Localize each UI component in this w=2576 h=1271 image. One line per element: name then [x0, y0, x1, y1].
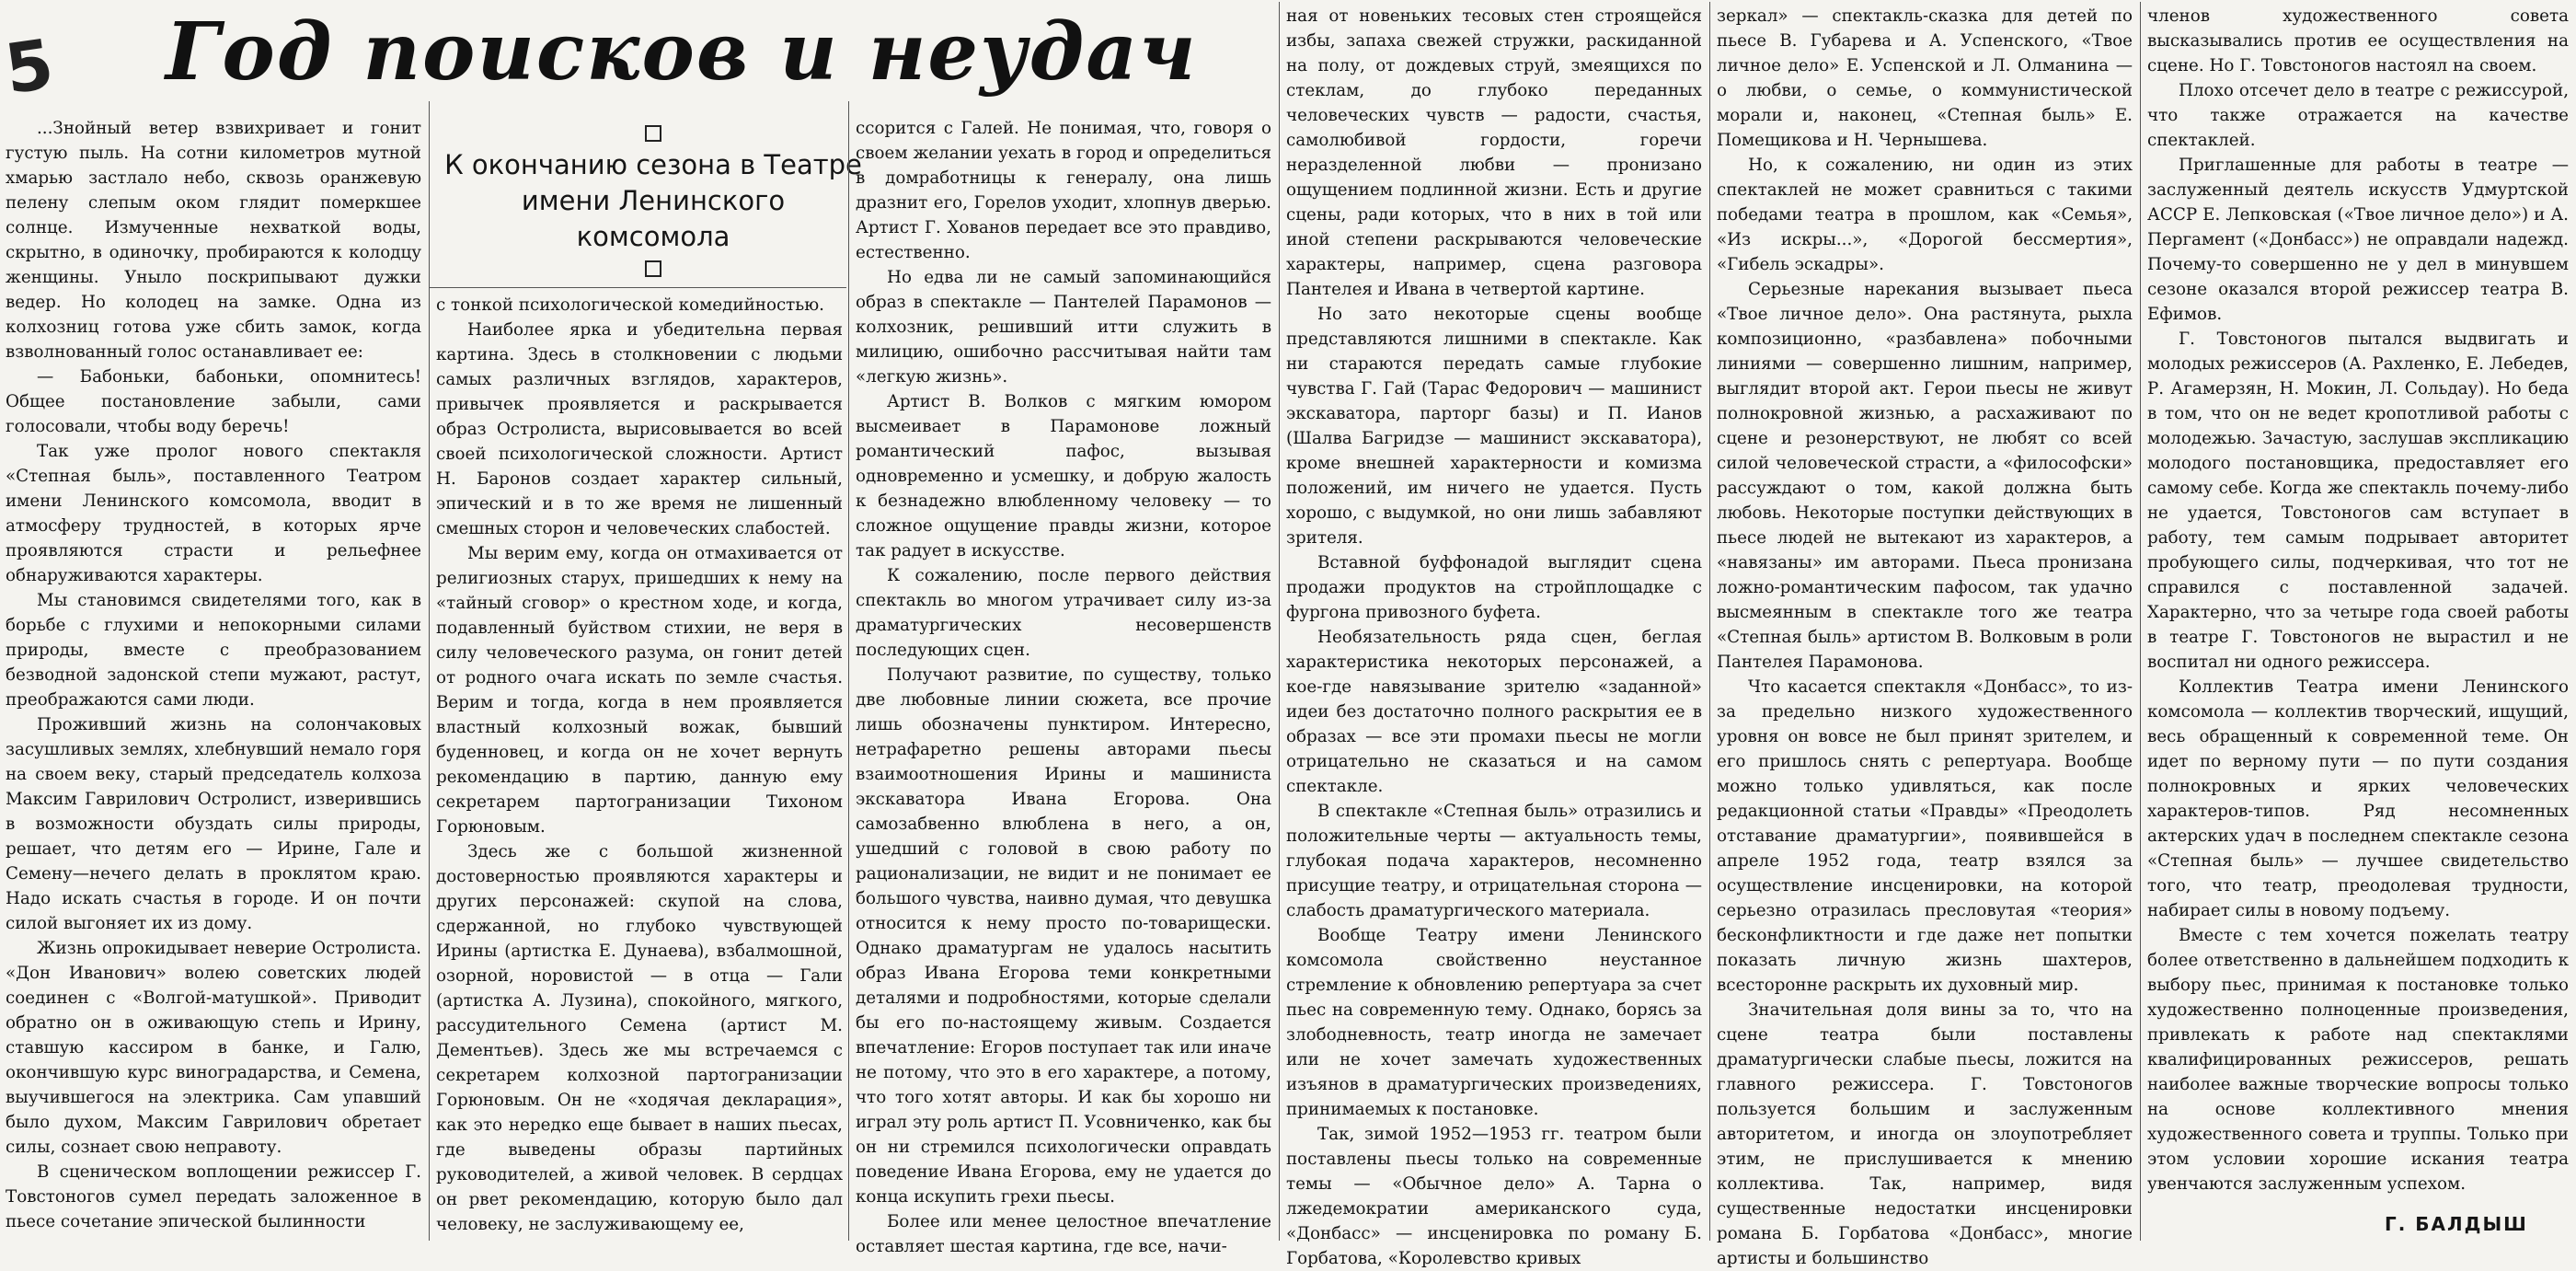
- article-subheading: К окончанию сезона в Театре имени Ленинского комсомола: [444, 149, 862, 252]
- paragraph: Так, зимой 1952—1953 гг. театром были поставлены пьесы только на современные темы — «Обычное дело» А. Тарна о лжедемократии американского суда, «Донбасс» — инсценировка по роману Б. Горбатова, «Королевство кривых: [1286, 1125, 1702, 1268]
- paragraph: Жизнь опрокидывает неверие Остролиста. «Дон Иванович» волею советских людей соединен с «Волгой-матушкой». Приводит обратно он в оживающую степь и Ирину, ставшую кассиром в банке, и Галю, окончившую курс виноградарства, и Семена, выучившегося на электрика. Сам упавший было духом, Максим Гаврилович обретает силы, сознает свою неправоту.: [6, 939, 421, 1157]
- paragraph: — Бабоньки, бабоньки, опомнитесь! Общее постановление забыли, сами голосовали, чтобы воду беречь!: [6, 367, 421, 436]
- paragraph: с тонкой психологической комедийностью.: [436, 295, 824, 315]
- paragraph: ная от новеньких тесовых стен строящейся избы, запаха свежей стружки, раскиданной на полу, от дождевых струй, змеящихся по стеклам, до глубоко переданных человеческих чувств — радости, счастья, самолюбивой гордости, горечи неразделенной любви — пронизано ощущением подлинной жизни. Есть и другие сцены, ради которых, что в них в той или иной степени раскрываются человеческие характеры, например, сцена разговора Пантелея и Ивана в четвертой картине.: [1286, 6, 1702, 299]
- paragraph: К сожалению, после первого действия спектакль во многом утрачивает силу из-за драматургических несовершенств последующих сцен.: [856, 566, 1271, 660]
- text-column-3: [856, 116, 1271, 1256]
- paragraph: Но зато некоторые сцены вообще представляются лишними в спектакле. Как ни стараются передать самые глубокие чувства Г. Гай (Тарас Федорович — машинист экскаватора, парторг базы) и П. Ианов (Шалва Багридзе — машинист экскаватора), кроме внешней характерности и комизма положений, им ничего не удается. Пусть хорошо, с выдумкой, но они лишь забавляют зрителя.: [1286, 305, 1702, 548]
- text-column-5: [1717, 4, 2133, 1268]
- paragraph: В сценическом воплощении режиссер Г. Товстоногов сумел передать заложенное в пьесе сочетание эпической былинности: [6, 1162, 421, 1231]
- text-column-4: [1286, 4, 1702, 1268]
- column-divider: [429, 101, 430, 1241]
- paragraph: Мы становимся свидетелями того, как в борьбе с глухими и непокорными силами природы, вместе с преобразованием безводной задонской степи мужают, растут, преображаются сами люди.: [6, 591, 421, 710]
- paragraph: Но, к сожалению, ни один из этих спектаклей не может сравниться с такими победами театра в прошлом, как «Семья», «Из искры...», «Дорогой бессмертия», «Гибель эскадры».: [1717, 156, 2133, 274]
- paragraph: ...Знойный ветер взвихривает и гонит густую пыль. На сотни километров мутной хмарью застлало небо, сквозь оранжевую пелену слепым оком глядит померкшее солнце. Измученные нехваткой воды, скрытно, в одиночку, пробираются к колодцу женщины. Уныло поскрипывают дужки ведер. Но колодец на замке. Одна из колхозниц готова уже сбить замок, когда взволнованный голос останавливает ее:: [6, 119, 421, 362]
- paragraph: Что касается спектакля «Донбасс», то из-за предельно низкого художественного уровня он вовсе не был принят зрителем, и его пришлось снять с репертуара. Вообще можно только удивляться, как после редакционной статьи «Правды» «Преодолеть отставание драматургии», появившейся в апреле 1952 года, театр взялся за осуществление инсценировки, на которой серьезно отразилась пресловутая «теория» бесконфликтности и где даже нет попытки показать личную жизнь шахтеров, всесторонне раскрыть их духовный мир.: [1717, 677, 2133, 995]
- paragraph: ссорится с Галей. Не понимая, что, говоря о своем желании уехать в город и определиться в домработницы к генералу, она лишь дразнит его, Горелов уходит, хлопнув дверью. Артист Г. Хованов передает все это правдиво, естественно.: [856, 119, 1271, 262]
- paragraph: Приглашенные для работы в театре — заслуженный деятель искусств Удмуртской АССР Е. Лепковская («Твое личное дело») и А. Пергамент («Донбасс») не оправдали надежд. Почему-то совершенно не у дел в минувшем сезоне оказался второй режиссер театра В. Ефимов.: [2147, 156, 2569, 324]
- paragraph: В спектакле «Степная быль» отразились и положительные черты — актуальность темы, глубокая подача характеров, несомненно присущие театру, и отрицательная сторона — слабость драматургического материала.: [1286, 802, 1702, 920]
- paragraph: членов художественного совета высказывались против ее осуществления на сцене. Но Г. Товстоногов настоял на своем.: [2147, 6, 2569, 75]
- paragraph: Г. Товстоногов пытался выдвигать и молодых режиссеров (А. Рахленко, Е. Лебедев, Р. Агамерзян, Н. Мокин, Л. Сольдау). Но беда в том, что он не ведет кропотливой работы с молодежью. Зачастую, заслушав экспликацию молодого постановщика, предоставляет его самому себе. Когда же спектакль почему-либо не удается, Товстоногов сам вступает в работу, тем самым подрывает авторитет пробующего силы, подчеркивая, что тот не справился с поставленной задачей. Характерно, что за четыре года своей работы в театре Г. Товстоногов не вырастил и не воспитал ни одного режиссера.: [2147, 329, 2569, 672]
- column-divider: [2140, 2, 2141, 1241]
- paragraph: Коллектив Театра имени Ленинского комсомола — коллектив творческий, ищущий, весь обращенный к современной теме. Он идет по верному пути — по пути создания полнокровных и ярких человеческих характеров-типов. Ряд несомненных актерских удач в последнем спектакле сезона «Степная быль» — лучшее свидетельство того, что театр, преодолевая трудности, набирает силы в новому подъему.: [2147, 677, 2569, 920]
- paragraph: Здесь же с большой жизненной достоверностью проявляются характеры и других персонажей: скупой на слова, сдержанной, но глубоко чувствующей Ирины (артистка Е. Дунаева), взбалмошной, озорной, норовистой — в отца — Гали (артистка А. Лузина), спокойного, мягкого, рассудительного Семена (артист М. Дементьев). Здесь же мы встречаемся с секретарем колхозной партогранизации Горюновым. Он не «ходячая декларация», как это нередко еще бывает в наших пьесах, где выведены образы партийных руководителей, а живой человек. В сердцах он рвет рекомендацию, которую было дал человеку, не заслуживающему ее,: [436, 842, 843, 1234]
- paragraph: Значительная доля вины за то, что на сцене театра были поставлены драматургически слабые пьесы, ложится на главного режиссера. Г. Товстоногов пользуется большим и заслуженным авторитетом, и иногда он злоупотребляет этим, не прислушивается к мнению коллектива. Так, например, видя существенные недостатки инсценировки романа Б. Горбатова «Донбасс», многие артисты и большинство: [1717, 1000, 2133, 1268]
- column-divider: [848, 101, 849, 1241]
- paragraph: Вместе с тем хочется пожелать театру более ответственно в дальнейшем подходить к выбору пьес, принимая к постановке только художественно полноценные произведения, привлекать к работе над спектаклями квалифицированных режиссеров, решать наиболее важные творческие вопросы только на основе коллективного мнения художественного совета и труппы. Только при этом условии хорошие искания театра увенчаются заслуженным успехом.: [2147, 926, 2569, 1194]
- square-ornament-top: [645, 125, 661, 142]
- paragraph: Необязательность ряда сцен, беглая характеристика некоторых персонажей, а кое-где навязывание зрителю «заданной» идеи без достаточно полного раскрытия ее в образах — все эти промахи пьесы не могли отрицательно не сказаться и на самом спектакле.: [1286, 628, 1702, 796]
- paragraph: Так уже пролог нового спектакля «Степная быль», поставленного Театром имени Ленинского комсомола, вводит в атмосферу трудностей, в которых ярче проявляются страсти и рельефнее обнаруживаются характеры.: [6, 442, 421, 585]
- paragraph: зеркал» — спектакль-сказка для детей по пьесе В. Губарева и А. Успенского, «Твое личное дело» Е. Успенской и Л. Олманина — о любви, о семье, о коммунистической морали и, наконец, «Степная быль» Е. Помещикова и Н. Чернышева.: [1717, 6, 2133, 150]
- text-column-6: [2147, 4, 2569, 1200]
- article-headline: Год поисков и неудач: [166, 6, 1198, 98]
- paragraph: Получают развитие, по существу, только две любовные линии сюжета, все прочие лишь обозначены пунктиром. Интересно, нетрафаретно решены авторами пьесы взаимоотношения Ирины и машиниста экскаватора Ивана Егорова. Она самозабвенно влюблена в него, а он, ушедший с головой в свою работу по рационализации, не видит и не понимает ее большого чувства, наивно думая, что девушка относится к нему просто по-товарищески. Однако драматургам не удалось насытить образ Ивана Егорова теми конкретными деталями и подробностями, которые сделали бы его по-настоящему живым. Создается впечатление: Егоров поступает так или иначе не потому, что это в его характере, а потому, что того хотят авторы. И как бы хорошо ни играл эту роль артист П. Усовниченко, как бы он ни стремился психологически оправдать поведение Ивана Егорова, ему не удается до конца искупить грехи пьесы.: [856, 665, 1271, 1207]
- paragraph: Серьезные нарекания вызывает пьеса «Твое личное дело». Она растянута, рыхла композиционно, «разбавлена» побочными линиями — совершенно лишним, например, выглядит второй акт. Герои пьесы не живут полнокровной жизнью, а расхаживают по сцене и резонерствуют, не любят со всей силой человеческой страсти, а «философски» рассуждают о том, какой должна быть любовь. Некоторые поступки действующих в пьесе людей не вытекают из характеров, а «навязаны» им авторами. Пьеса пронизана ложно-романтическим пафосом, так удачно высмеянным в спектакле того же театра «Степная быль» артистом В. Волковым в роли Пантелея Парамонова.: [1717, 280, 2133, 672]
- square-ornament-bottom: [645, 260, 661, 277]
- text-column-1: [6, 116, 421, 1241]
- column-divider: [1709, 2, 1710, 1241]
- article-subheading-block: [442, 120, 865, 283]
- paragraph: Более или менее целостное впечатление оставляет шестая картина, где все, начи-: [856, 1212, 1271, 1256]
- handwritten-page-number: 5: [0, 24, 59, 110]
- author-signature: Г. БАЛДЫШ: [2385, 1213, 2528, 1235]
- paragraph: Мы верим ему, когда он отмахивается от религиозных старух, пришедших к нему на «тайный сговор» о крестном ходе, и когда, подавленный буйством стихии, не веря в силу человеческого разума, он гонит детей от родного очага искать по земле счастья. Верим и тогда, когда в нем проявляется властный колхозный вожак, бывший буденновец, и когда он не хочет вернуть рекомендацию в партию, данную ему секретарем партогранизации Тихоном Горюновым.: [436, 544, 843, 837]
- paragraph: Но едва ли не самый запоминающийся образ в спектакле — Пантелей Парамонов — колхозник, решивший итти служить в милицию, ошибочно рассчитывая найти там «легкую жизнь».: [856, 268, 1271, 387]
- subheading-divider: [429, 287, 846, 288]
- paragraph: Артист В. Волков с мягким юмором высмеивает в Парамонове ложный романтический пафос, вызывая одновременно и усмешку, и добрую жалость к безнадежно влюбленному человеку — то сложное ощущение правды жизни, которое так радует в искусстве.: [856, 392, 1271, 560]
- paragraph: Проживший жизнь на солончаковых засушливых землях, хлебнувший немало горя на своем веку, старый председатель колхоза Максим Гаврилович Остролист, изверившись в возможности обуздать силы природы, решает, что детям его — Ирине, Гале и Семену—нечего делать в проклятом краю. Надо искать счастья в городе. И он почти силой выгоняет их из дому.: [6, 715, 421, 933]
- column-divider: [1279, 2, 1280, 1241]
- paragraph: Наиболее ярка и убедительна первая картина. Здесь в столкновении с людьми самых различных взглядов, характеров, привычек проявляется и раскрывается образ Остролиста, вырисовывается во всей своей психологической сложности. Артист Н. Баронов создает характер сильный, эпический и в то же время не лишенный смешных сторон и человеческих слабостей.: [436, 320, 843, 538]
- paragraph: Вставной буффонадой выглядит сцена продажи продуктов на стройплощадке с фургона привозного буфета.: [1286, 553, 1702, 622]
- paragraph: Плохо отсечет дело в театре с режиссурой, что также отражается на качестве спектаклей.: [2147, 81, 2569, 150]
- paragraph: Вообще Театру имени Ленинского комсомола свойственно неустанное стремление к обновлению репертуара за счет пьес на современную тему. Однако, борясь за злободневность, театр иногда не замечает или не хочет замечать художественных изъянов в драматургических произведениях, принимаемых к постановке.: [1286, 926, 1702, 1119]
- text-column-2: [436, 293, 843, 1241]
